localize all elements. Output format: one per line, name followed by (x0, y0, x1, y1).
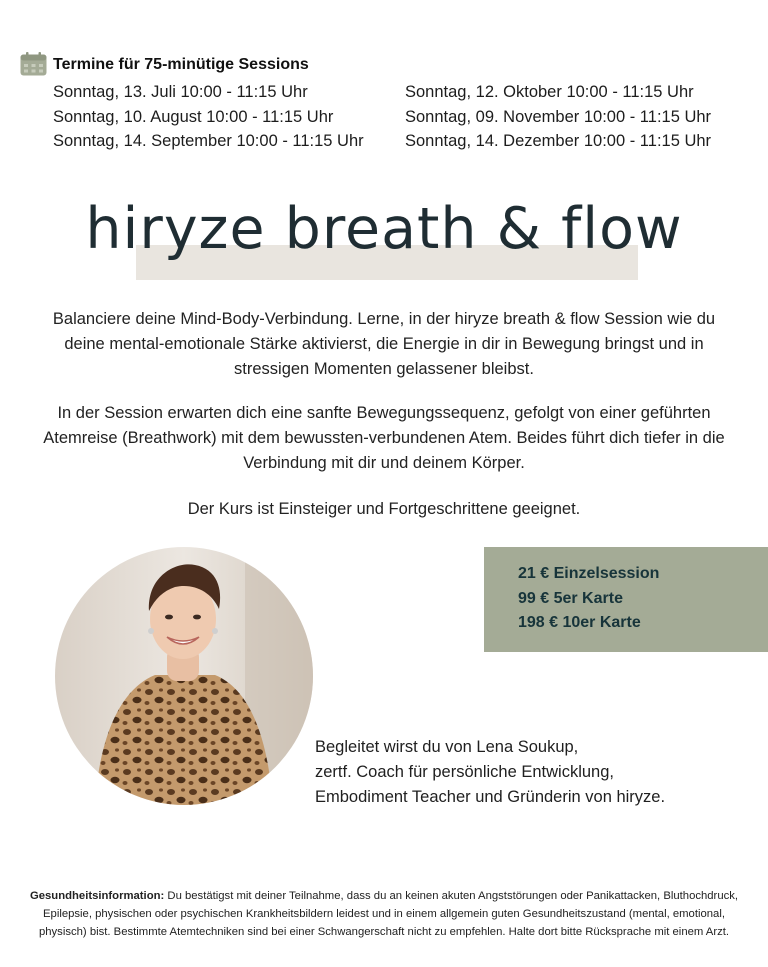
intro-paragraph: Balanciere deine Mind-Body-Verbindung. Lerne, in der hiryze breath & flow Session wie du deine mental-emotionale Stärke aktivierst, die Energie in dir in Bewegung bringst und in stressigen Momenten gelassener bleibst. (52, 310, 716, 378)
schedule-date: Sonntag, 10. August 10:00 - 11:15 Uhr (53, 107, 334, 126)
schedule-column-right (405, 80, 711, 154)
health-text: Du bestätigst mit deiner Teilnahme, dass du an keinen akuten Angststörungen oder Panikattacken, Bluthochdruck, Epilepsie, physischen oder psychischen Krankheitsbildern leidest und in einem allgemein guten Gesundheitszustand (mental, emotional, physisch) bist. Bestimmte Atemtechniken sind bei einer Schwangerschaft nicht zu empfehlen. Halte dort bitte Rücksprache mit einem Arzt. (38, 890, 739, 938)
price-item: 21 € Einzelsession (518, 565, 660, 582)
page-title: hiryze breath & flow (85, 196, 683, 262)
schedule-title: Termine für 75-minütige Sessions (53, 56, 309, 73)
coach-line: zertf. Coach für persönliche Entwicklung, (315, 763, 614, 781)
schedule-date: Sonntag, 12. Oktober 10:00 - 11:15 Uhr (405, 83, 694, 101)
schedule-date: Sonntag, 14. September 10:00 - 11:15 Uhr (53, 132, 364, 150)
price-list (518, 562, 659, 636)
price-item: 99 € 5er Karte (518, 589, 623, 607)
schedule-date: Sonntag, 14. Dezember 10:00 - 11:15 Uhr (405, 132, 712, 150)
calendar-icon (20, 52, 47, 76)
coach-portrait (55, 547, 313, 805)
schedule-date: Sonntag, 13. Juli 10:00 - 11:15 Uhr (53, 83, 308, 101)
coach-line: Embodiment Teacher und Gründerin von hiryze. (315, 788, 666, 806)
price-item: 198 € 10er Karte (518, 614, 641, 631)
health-label: Gesundheitsinformation: (29, 890, 165, 902)
coach-line: Begleitet wirst du von Lena Soukup, (315, 738, 579, 756)
portrait-illustration (55, 547, 313, 805)
session-paragraph: In der Session erwarten dich eine sanfte Bewegungssequenz, gefolgt von einer geführten Atemreise (Breathwork) mit dem bewussten-verbundenen Atem. Beides führt dich tiefer in die Verbindung mit dir und deinem Körper. (43, 404, 725, 472)
level-paragraph: Der Kurs ist Einsteiger und Fortgeschrittene geeignet. (187, 500, 581, 518)
schedule-column-left (53, 80, 364, 154)
schedule-date: Sonntag, 09. November 10:00 - 11:15 Uhr (405, 107, 712, 126)
coach-info (315, 735, 665, 810)
health-information (28, 887, 740, 941)
